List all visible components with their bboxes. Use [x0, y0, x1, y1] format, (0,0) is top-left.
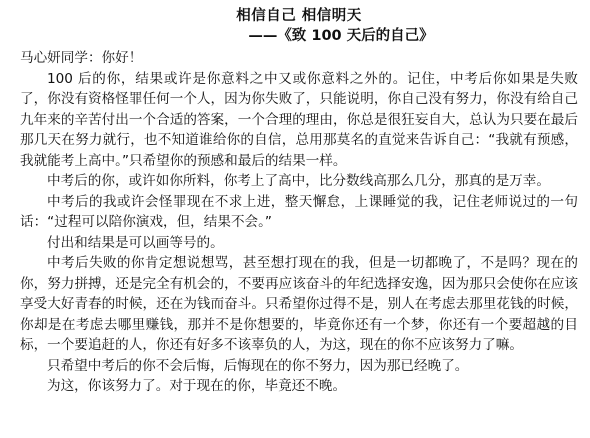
paragraph-1: 100 后的你，结果或许是你意料之中又或你意料之外的。记住，中考后你如果是失败了，你没有资格怪罪任何一个人，因为你失败了，只能说明，你自己没有努力，你没有给自己九年来的辛苦付出一个合适的答案，一个合理的理由，你总是很狂妄自大，总认为只要在最后那几天在努力就行，也不知道谁给你的自信，总用那莫名的直觉来告诉自己：“我就有预感，我就能考上高中。”只希望你的预感和最后的结果一样。	[20, 70, 578, 169]
paragraph-5: 中考后失败的你肯定想说想骂，甚至想打现在的我，但是一切都晚了，不是吗？现在的你，努力拼搏，还是完全有机会的，不要再应该奋斗的年纪选择安逸，因为那只会使你在应该享受大好青春的时候，还在为钱而奋斗。只希望你过得不是，别人在考虑去那里花钱的时候，你却是在考虑去哪里赚钱，那并不是你想要的，毕竟你还有一个梦，你还有一个要超越的目标，一个要追赶的人，你还有好多不该辜负的人，为这，现在的你不应该努力了嘛。	[20, 255, 578, 353]
letter-title: 相信自己 相信明天	[236, 8, 362, 24]
paragraph-3: 中考后的我或许会怪罪现在不求上进，整天懈怠，上课睡觉的我，记住老师说过的一句话：“过程可以陪你演戏，但，结果不会。”	[20, 193, 578, 230]
paragraph-2: 中考后的你，或许如你所料，你考上了高中，比分数线高那么几分，那真的是万幸。	[47, 173, 550, 189]
paragraph-4: 付出和结果是可以画等号的。	[47, 234, 224, 251]
paragraph-7: 为这，你该努力了。对于现在的你，毕竟还不晚。	[47, 378, 347, 394]
letter-subtitle: ——《致 100 天后的自己》	[248, 28, 434, 44]
letter-salutation: 马心妍同学：你好！	[20, 50, 143, 66]
paragraph-6: 只希望中考后的你不会后悔，后悔现在的你不努力，因为那已经晚了。	[47, 357, 469, 374]
